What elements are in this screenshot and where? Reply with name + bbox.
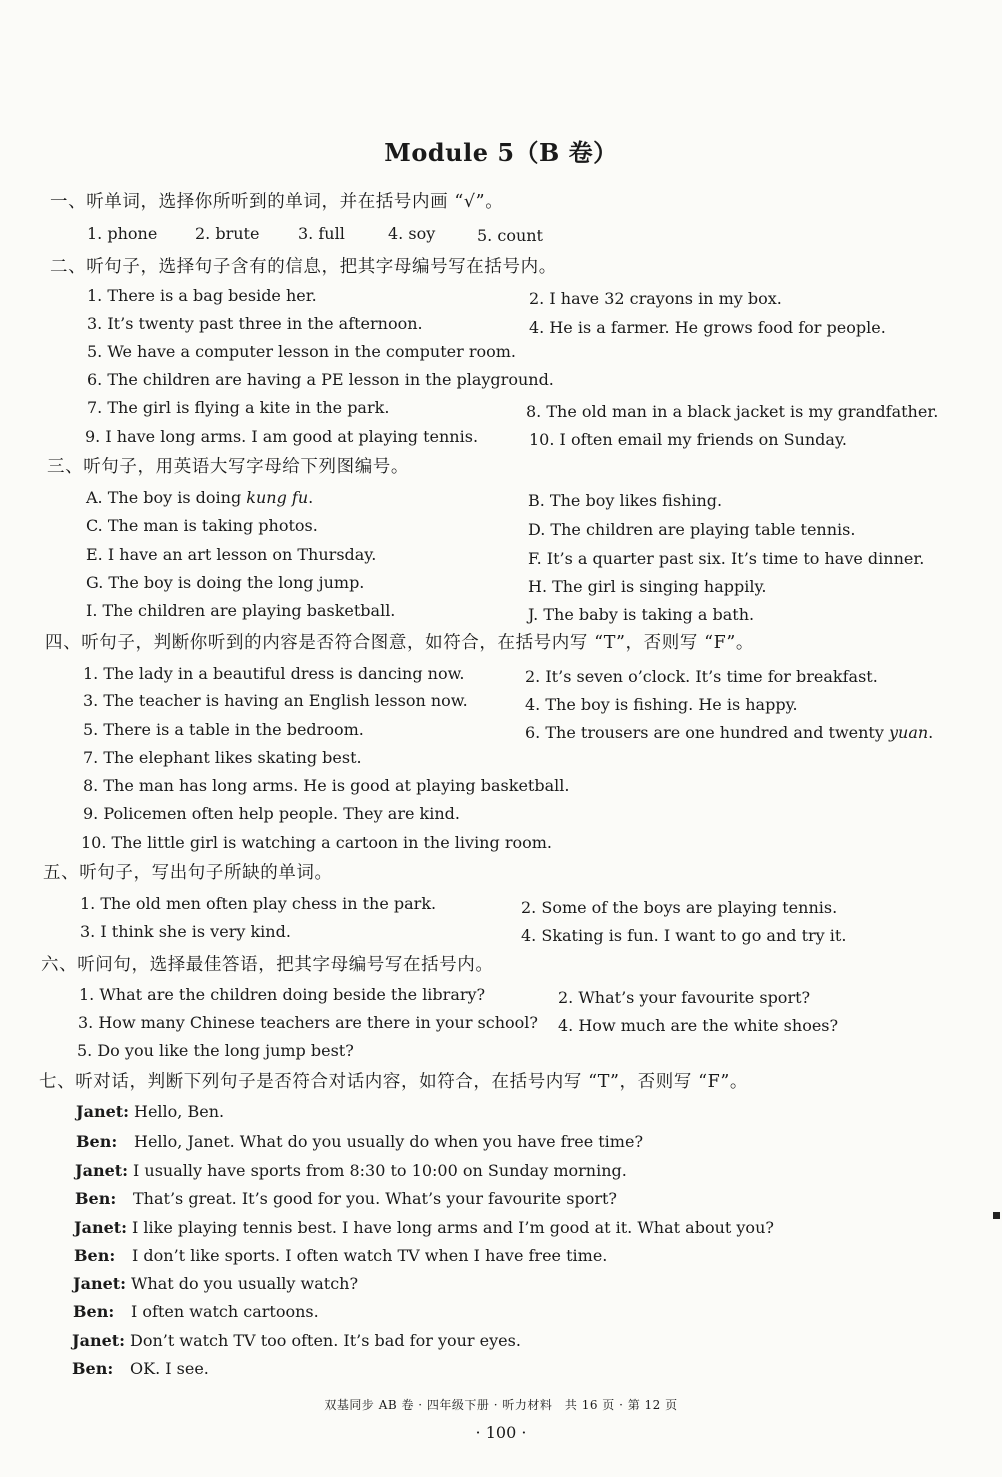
dialogue-line [72,1359,209,1379]
section-4-heading: 四、听句子，判断你听到的内容是否符合图意，如符合，在括号内写 “T”，否则写 “F”。 [45,633,755,653]
scan-mark [993,1212,1000,1219]
dialogue-text: OK. I see. [130,1359,209,1378]
judge-item: 8. The man has long arms. He is good at playing basketball. [83,776,570,795]
sentence-item: 2. I have 32 crayons in my box. [529,289,782,308]
item-text: . [928,723,934,742]
section-7-heading: 七、听对话，判断下列句子是否符合对话内容，如符合，在括号内写 “T”，否则写 “F”。 [39,1072,749,1092]
sentence-item: 9. I have long arms. I am good at playing tennis. [85,427,479,446]
section-6-heading: 六、听问句，选择最佳答语，把其字母编号写在括号内。 [41,955,494,975]
dialogue-line [73,1302,319,1322]
dialogue-text: I often watch cartoons. [131,1302,319,1321]
speaker: Janet: [75,1161,129,1180]
page-footer: 双基同步 AB 卷 · 四年级下册 · 听力材料 共 16 页 · 第 12 页 [324,1398,678,1412]
word-item: 5. count [477,226,543,245]
question-item: 4. How much are the white shoes? [558,1016,839,1035]
item-text: A. The boy is doing [86,488,247,507]
picture-item: F. It’s a quarter past six. It’s time to have dinner. [528,549,925,568]
picture-item: I. The children are playing basketball. [86,601,396,620]
dialogue-text: Don’t watch TV too often. It’s bad for your eyes. [130,1331,521,1350]
page-title: Module 5（B 卷） [384,138,618,167]
speaker: Janet: [73,1274,127,1293]
speaker: Janet: [72,1331,126,1350]
judge-item: 7. The elephant likes skating best. [83,748,362,767]
picture-item: E. I have an art lesson on Thursday. [86,545,377,564]
judge-item: 4. The boy is fishing. He is happy. [525,695,798,714]
judge-item: 9. Policemen often help people. They are kind. [83,804,460,823]
item-text: 6. The trousers are one hundred and twenty [525,723,889,742]
sentence-item: 4. He is a farmer. He grows food for people. [529,318,886,337]
page-number: · 100 · [475,1423,527,1442]
sentence-item: 1. There is a bag beside her. [87,286,317,305]
dialogue-text: Hello, Ben. [134,1102,225,1121]
picture-item: H. The girl is singing happily. [528,577,767,596]
sentence-item: 6. The children are having a PE lesson in the playground. [87,370,554,389]
judge-item: 2. It’s seven o’clock. It’s time for breakfast. [525,667,878,686]
speaker: Ben: [74,1246,116,1265]
sentence-item: 5. We have a computer lesson in the computer room. [87,342,516,361]
judge-item: 1. The lady in a beautiful dress is dancing now. [83,664,465,683]
section-5-heading: 五、听句子，写出句子所缺的单词。 [43,863,333,883]
word-item: 4. soy [388,224,436,243]
dialogue-line [74,1218,774,1238]
sentence-item: 7. The girl is flying a kite in the park. [87,398,390,417]
dialogue-text: I like playing tennis best. I have long arms and I’m good at it. What about you? [132,1218,774,1237]
dialogue-text: I usually have sports from 8:30 to 10:00 on Sunday morning. [133,1161,627,1180]
word-item: 3. full [298,224,345,243]
dialogue-line [75,1161,627,1181]
picture-item: B. The boy likes fishing. [528,491,723,510]
word-item: 2. brute [195,224,260,243]
picture-item: D. The children are playing table tennis. [528,520,856,539]
dialogue-line [73,1274,358,1294]
picture-item: G. The boy is doing the long jump. [86,573,365,592]
fill-item: 4. Skating is fun. I want to go and try it. [521,926,847,945]
section-3-heading: 三、听句子，用英语大写字母给下列图编号。 [47,457,409,477]
sentence-item: 8. The old man in a black jacket is my grandfather. [526,402,939,421]
item-text: . [308,488,314,507]
picture-item-a [86,488,313,508]
fill-item: 1. The old men often play chess in the park. [80,894,437,913]
judge-item: 10. The little girl is watching a cartoon in the living room. [81,833,552,852]
dialogue-line [74,1246,607,1266]
section-1-heading: 一、听单词，选择你所听到的单词，并在括号内画 “√”。 [50,192,504,212]
question-item: 3. How many Chinese teachers are there in your school? [78,1013,538,1032]
dialogue-text: What do you usually watch? [131,1274,359,1293]
question-item: 2. What’s your favourite sport? [558,988,811,1007]
fill-item: 3. I think she is very kind. [80,922,291,941]
speaker: Janet: [74,1218,128,1237]
sentence-item: 10. I often email my friends on Sunday. [529,430,847,449]
speaker: Janet: [76,1102,130,1121]
picture-item: C. The man is taking photos. [86,516,318,535]
dialogue-line [76,1102,224,1122]
item-italic-text: yuan [888,723,929,742]
question-item: 1. What are the children doing beside the library? [79,985,486,1004]
judge-item-6 [525,723,933,743]
dialogue-line [72,1331,521,1351]
judge-item: 3. The teacher is having an English lesson now. [83,691,468,710]
word-item: 1. phone [87,224,158,243]
question-item: 5. Do you like the long jump best? [77,1041,354,1060]
sentence-item: 3. It’s twenty past three in the afternoon. [87,314,423,333]
dialogue-text: That’s great. It’s good for you. What’s your favourite sport? [133,1189,617,1208]
dialogue-line [76,1132,643,1152]
dialogue-text: I don’t like sports. I often watch TV when I have free time. [132,1246,608,1265]
section-2-heading: 二、听句子，选择句子含有的信息，把其字母编号写在括号内。 [50,257,557,277]
speaker: Ben: [72,1359,114,1378]
item-italic-text: kung fu [246,488,309,507]
picture-item: J. The baby is taking a bath. [528,605,755,624]
speaker: Ben: [76,1132,118,1151]
fill-item: 2. Some of the boys are playing tennis. [521,898,838,917]
judge-item: 5. There is a table in the bedroom. [83,720,364,739]
speaker: Ben: [73,1302,115,1321]
dialogue-line [75,1189,617,1209]
speaker: Ben: [75,1189,117,1208]
dialogue-text: Hello, Janet. What do you usually do when you have free time? [134,1132,644,1151]
